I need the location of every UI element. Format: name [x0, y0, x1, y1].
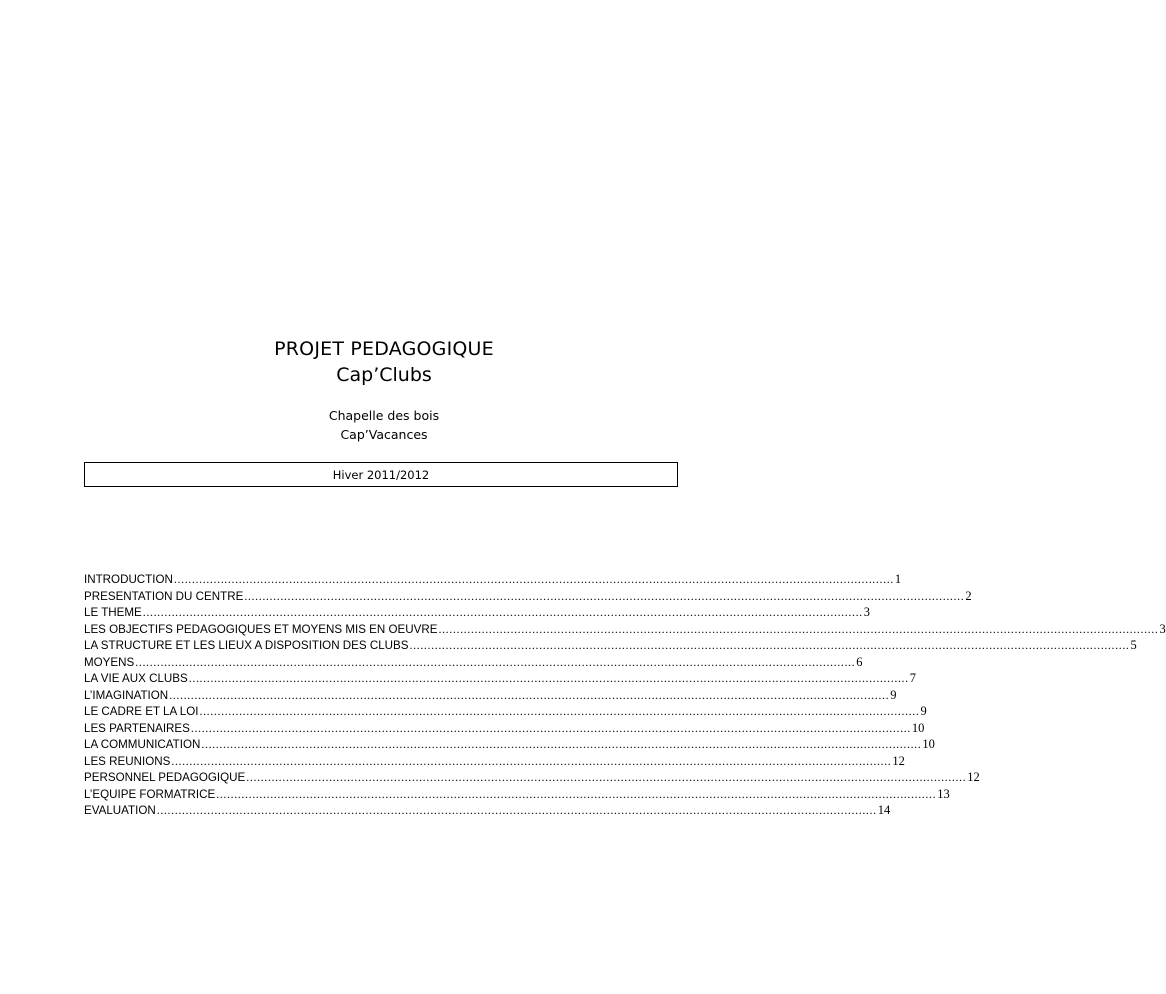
table-of-contents	[84, 571, 1166, 819]
toc-leader-dots: ........................................................................................................................................................................................................	[173, 572, 894, 586]
toc-entry[interactable]	[84, 703, 927, 720]
toc-leader-dots: ........................................................................................................................................................................................................	[169, 687, 890, 702]
toc-leader-dots: ........................................................................................................................................................................................................	[199, 704, 920, 718]
toc-entry-label: PRESENTATION DU CENTRE	[84, 589, 244, 603]
document-subtitle: Cap’Clubs	[336, 364, 432, 386]
toc-entry-label: PERSONNEL PEDAGOGIQUE	[84, 771, 246, 784]
toc-entry-page: 14	[877, 803, 891, 817]
toc-entry-label: MOYENS	[84, 655, 135, 669]
toc-entry-page: 3	[863, 605, 871, 619]
toc-leader-dots: ........................................................................................................................................................................................................	[216, 786, 937, 801]
toc-entry-label: LES OBJECTIFS PEDAGOGIQUES ET MOYENS MIS EN OEUVRE	[84, 622, 438, 636]
toc-entry-page: 10	[911, 720, 925, 735]
toc-entry-page: 2	[965, 588, 972, 603]
toc-entry-page: 5	[1130, 638, 1137, 652]
toc-leader-dots: ........................................................................................................................................................................................................	[188, 671, 909, 685]
document-title: PROJET PEDAGOGIQUE	[274, 338, 494, 360]
toc-entry-page: 12	[892, 753, 905, 768]
toc-entry-page: 9	[920, 704, 927, 718]
toc-entry[interactable]	[84, 769, 980, 786]
season-box	[84, 462, 678, 487]
toc-entry-label: EVALUATION	[84, 804, 156, 817]
toc-entry[interactable]	[84, 736, 935, 753]
toc-entry-label: INTRODUCTION	[84, 573, 173, 586]
toc-entry-page: 9	[890, 687, 897, 702]
toc-entry[interactable]	[84, 802, 891, 819]
toc-entry[interactable]	[84, 786, 950, 803]
toc-entry[interactable]	[84, 670, 916, 687]
season-text: Hiver 2011/2012	[332, 468, 430, 482]
toc-entry-page: 1	[894, 572, 902, 586]
toc-entry-page: 10	[922, 737, 935, 751]
toc-entry-label: LES REUNIONS	[84, 754, 171, 768]
toc-entry[interactable]	[84, 588, 972, 605]
toc-leader-dots: ........................................................................................................................................................................................................	[171, 753, 892, 768]
toc-leader-dots: ........................................................................................................................................................................................................	[244, 588, 965, 603]
toc-leader-dots: ........................................................................................................................................................................................................	[190, 720, 911, 735]
toc-entry[interactable]	[84, 753, 905, 770]
toc-entry-page: 7	[909, 671, 916, 685]
toc-leader-dots: ........................................................................................................................................................................................................	[156, 803, 877, 817]
toc-entry[interactable]	[84, 654, 863, 671]
title-block	[0, 336, 768, 388]
toc-entry-label: LE CADRE ET LA LOI	[84, 705, 199, 718]
toc-entry-label: LES PARTENAIRES	[84, 721, 190, 735]
location-text: Chapelle des bois	[328, 408, 440, 423]
toc-entry[interactable]	[84, 621, 1166, 638]
toc-entry-label: LA COMMUNICATION	[84, 738, 201, 751]
toc-entry-page: 6	[856, 654, 863, 669]
toc-leader-dots: ........................................................................................................................................................................................................	[409, 638, 1130, 652]
toc-entry-label: LE THEME	[84, 606, 142, 619]
toc-entry-label: L’EQUIPE FORMATRICE	[84, 787, 216, 801]
toc-leader-dots: ........................................................................................................................................................................................................	[135, 654, 856, 669]
toc-entry-label: LA VIE AUX CLUBS	[84, 672, 188, 685]
toc-entry-page: 13	[937, 786, 950, 801]
toc-entry[interactable]	[84, 604, 871, 621]
toc-entry-label: LA STRUCTURE ET LES LIEUX A DISPOSITION DES CLUBS	[84, 639, 409, 652]
toc-entry[interactable]	[84, 571, 902, 588]
toc-entry-label: L’IMAGINATION	[84, 688, 169, 702]
location-block	[0, 406, 768, 444]
toc-entry-page: 12	[967, 770, 980, 784]
toc-entry-page: 3	[1159, 621, 1166, 636]
organization-text: Cap’Vacances	[340, 427, 428, 442]
toc-leader-dots: ........................................................................................................................................................................................................	[438, 621, 1159, 636]
toc-leader-dots: ........................................................................................................................................................................................................	[201, 737, 922, 751]
toc-leader-dots: ........................................................................................................................................................................................................	[246, 770, 967, 784]
toc-entry[interactable]	[84, 687, 897, 704]
toc-entry[interactable]	[84, 720, 925, 737]
toc-leader-dots: ........................................................................................................................................................................................................	[142, 605, 863, 619]
toc-entry[interactable]	[84, 637, 1137, 654]
